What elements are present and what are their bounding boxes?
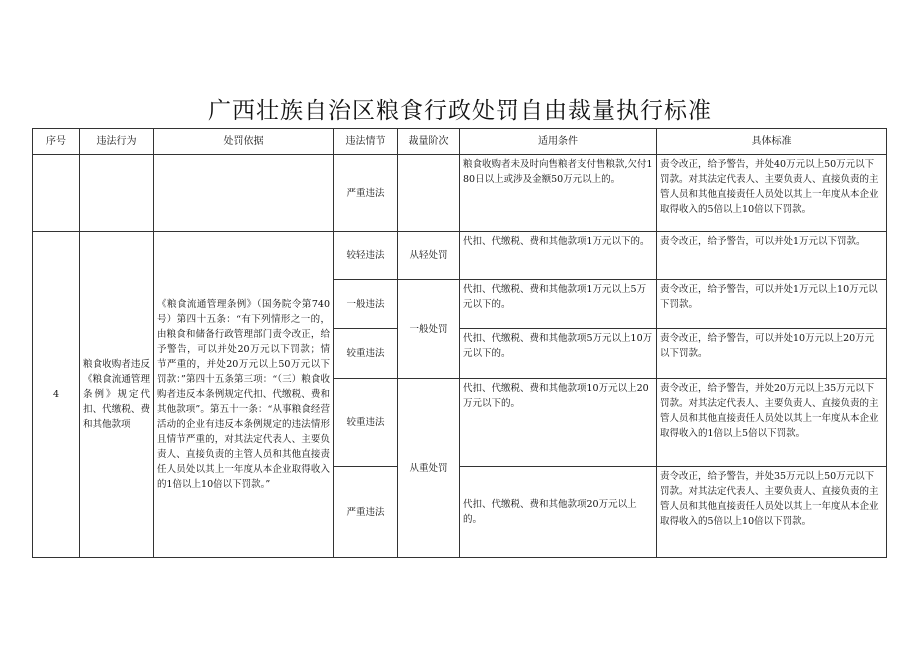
cell-circumstance: 较轻违法 <box>334 232 398 280</box>
cell-standard: 责令改正，给予警告，并处35万元以上50万元以下罚款。对其法定代表人、主要负责人、直接负责的主管人员和其他直接责任人员处以其上一年度从本企业取得收入的5倍以上10倍以下罚款。 <box>657 467 887 558</box>
cell-standard: 责令改正，给予警告，可以并处10万元以上20万元以下罚款。 <box>657 329 887 379</box>
cell-level: 从轻处罚 <box>398 232 460 280</box>
cell-empty <box>80 155 154 232</box>
cell-circumstance: 严重违法 <box>334 467 398 558</box>
cell-condition: 代扣、代缴税、费和其他款项1万元以上5万元以下的。 <box>460 280 657 329</box>
cell-empty <box>154 155 334 232</box>
cell-basis: 《粮食流通管理条例》（国务院令第740号）第四十五条：“有下列情形之一的，由粮食和储备行政管理部门责令改正，给予警告，可以并处20万元以下罚款；情节严重的，并处20万元以上50万元以下罚款：”第四十五条第三项：“（三）粮食收购者违反本条例规定代扣、代缴税、费和其他款项”。第五十一条：“从事粮食经营活动的企业有违反本条例规定的违法情形且情节严重的，对其法定代表人、主要负责人、直接负责的主管人员和其他直接责任人员处以其上一年度从本企业取得收入的1倍以上10倍以下罚款。” <box>154 232 334 558</box>
header-circumstance: 违法情节 <box>334 129 398 155</box>
document-title: 广西壮族自治区粮食行政处罚自由裁量执行标准 <box>208 98 712 124</box>
header-condition: 适用条件 <box>460 129 657 155</box>
cell-standard: 责令改正，给予警告，可以并处1万元以上10万元以下罚款。 <box>657 280 887 329</box>
cell-circumstance: 较重违法 <box>334 329 398 379</box>
cell-no: 4 <box>33 232 80 558</box>
cell-condition: 粮食收购者未及时向售粮者支付售粮款,欠付180日以上或涉及金额50万元以上的。 <box>460 155 657 232</box>
table-row <box>33 155 887 232</box>
table-row <box>33 232 887 280</box>
header-level: 裁量阶次 <box>398 129 460 155</box>
cell-circumstance: 严重违法 <box>334 155 398 232</box>
header-basis: 处罚依据 <box>154 129 334 155</box>
cell-circumstance: 较重违法 <box>334 379 398 467</box>
cell-standard: 责令改正，给予警告，可以并处1万元以下罚款。 <box>657 232 887 280</box>
cell-condition: 代扣、代缴税、费和其他款项5万元以上10万元以下的。 <box>460 329 657 379</box>
cell-condition: 代扣、代缴税、费和其他款项10万元以上20万元以下的。 <box>460 379 657 467</box>
header-violation: 违法行为 <box>80 129 154 155</box>
cell-condition: 代扣、代缴税、费和其他款项20万元以上的。 <box>460 467 657 558</box>
cell-violation: 粮食收购者违反《粮食流通管理条例》规定代扣、代缴税、费和其他款项 <box>80 232 154 558</box>
header-standard: 具体标准 <box>657 129 887 155</box>
cell-standard: 责令改正，给予警告，并处20万元以上35万元以下罚款。对其法定代表人、主要负责人、直接负责的主管人员和其他直接责任人员处以其上一年度从本企业取得收入的1倍以上5倍以下罚款。 <box>657 379 887 467</box>
cell-level: 一般处罚 <box>398 280 460 379</box>
header-no: 序号 <box>33 129 80 155</box>
table-header-row <box>33 129 887 155</box>
penalty-standards-table <box>32 128 887 558</box>
cell-level: 从重处罚 <box>398 379 460 558</box>
cell-circumstance: 一般违法 <box>334 280 398 329</box>
cell-empty <box>398 155 460 232</box>
cell-standard: 责令改正，给予警告，并处40万元以上50万元以下罚款。对其法定代表人、主要负责人、直接负责的主管人员和其他直接责任人员处以其上一年度从本企业取得收入的5倍以上10倍以下罚款。 <box>657 155 887 232</box>
cell-condition: 代扣、代缴税、费和其他款项1万元以下的。 <box>460 232 657 280</box>
cell-empty <box>33 155 80 232</box>
